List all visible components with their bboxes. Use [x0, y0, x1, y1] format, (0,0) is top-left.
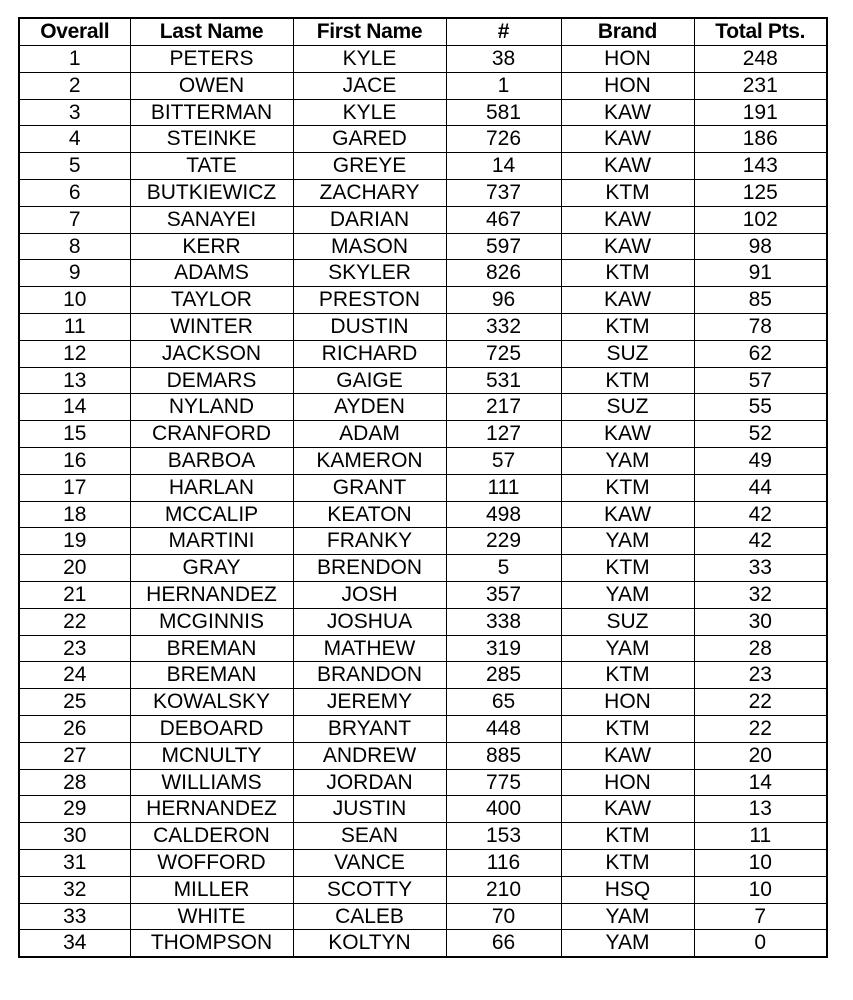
cell-first-name: KOLTYN — [293, 930, 446, 957]
header-brand: Brand — [561, 18, 694, 46]
cell-total-points: 42 — [694, 528, 827, 555]
cell-first-name: JEREMY — [293, 689, 446, 716]
cell-brand: KAW — [561, 421, 694, 448]
cell-last-name: DEBOARD — [130, 715, 293, 742]
table-row — [19, 528, 827, 555]
cell-number: 66 — [446, 930, 561, 957]
cell-total-points: 30 — [694, 608, 827, 635]
table-row — [19, 206, 827, 233]
table-header — [19, 18, 827, 46]
cell-overall: 19 — [19, 528, 130, 555]
cell-last-name: HERNANDEZ — [130, 796, 293, 823]
cell-number: 70 — [446, 903, 561, 930]
cell-number: 96 — [446, 287, 561, 314]
table-row — [19, 99, 827, 126]
cell-overall: 21 — [19, 581, 130, 608]
cell-first-name: DARIAN — [293, 206, 446, 233]
cell-first-name: ANDREW — [293, 742, 446, 769]
cell-total-points: 0 — [694, 930, 827, 957]
cell-overall: 8 — [19, 233, 130, 260]
cell-overall: 28 — [19, 769, 130, 796]
cell-number: 38 — [446, 46, 561, 73]
cell-first-name: ADAM — [293, 421, 446, 448]
cell-first-name: GARED — [293, 126, 446, 153]
cell-overall: 4 — [19, 126, 130, 153]
cell-total-points: 191 — [694, 99, 827, 126]
cell-brand: YAM — [561, 581, 694, 608]
cell-total-points: 7 — [694, 903, 827, 930]
cell-first-name: JACE — [293, 72, 446, 99]
table-row — [19, 287, 827, 314]
cell-last-name: SANAYEI — [130, 206, 293, 233]
cell-last-name: THOMPSON — [130, 930, 293, 957]
cell-total-points: 57 — [694, 367, 827, 394]
cell-overall: 9 — [19, 260, 130, 287]
table-row — [19, 930, 827, 957]
cell-number: 285 — [446, 662, 561, 689]
cell-first-name: GAIGE — [293, 367, 446, 394]
cell-last-name: BUTKIEWICZ — [130, 179, 293, 206]
cell-first-name: JUSTIN — [293, 796, 446, 823]
cell-last-name: STEINKE — [130, 126, 293, 153]
cell-brand: HSQ — [561, 876, 694, 903]
cell-first-name: AYDEN — [293, 394, 446, 421]
cell-last-name: HERNANDEZ — [130, 581, 293, 608]
cell-brand: KAW — [561, 742, 694, 769]
cell-total-points: 32 — [694, 581, 827, 608]
cell-total-points: 143 — [694, 153, 827, 180]
table-row — [19, 849, 827, 876]
cell-brand: HON — [561, 72, 694, 99]
standings-table-container — [18, 17, 828, 958]
cell-number: 111 — [446, 474, 561, 501]
cell-last-name: BREMAN — [130, 662, 293, 689]
cell-number: 57 — [446, 447, 561, 474]
table-row — [19, 635, 827, 662]
cell-total-points: 22 — [694, 689, 827, 716]
table-row — [19, 501, 827, 528]
cell-number: 332 — [446, 313, 561, 340]
cell-number: 498 — [446, 501, 561, 528]
cell-number: 116 — [446, 849, 561, 876]
cell-number: 357 — [446, 581, 561, 608]
cell-last-name: MILLER — [130, 876, 293, 903]
cell-last-name: DEMARS — [130, 367, 293, 394]
cell-brand: KAW — [561, 233, 694, 260]
cell-brand: YAM — [561, 528, 694, 555]
cell-number: 5 — [446, 555, 561, 582]
cell-overall: 17 — [19, 474, 130, 501]
table-row — [19, 823, 827, 850]
cell-last-name: KERR — [130, 233, 293, 260]
cell-first-name: KYLE — [293, 46, 446, 73]
header-total-points: Total Pts. — [694, 18, 827, 46]
cell-first-name: KYLE — [293, 99, 446, 126]
cell-brand: SUZ — [561, 608, 694, 635]
table-row — [19, 581, 827, 608]
cell-total-points: 22 — [694, 715, 827, 742]
table-row — [19, 233, 827, 260]
cell-number: 210 — [446, 876, 561, 903]
cell-overall: 6 — [19, 179, 130, 206]
cell-last-name: BARBOA — [130, 447, 293, 474]
cell-last-name: WOFFORD — [130, 849, 293, 876]
table-row — [19, 126, 827, 153]
cell-brand: KAW — [561, 206, 694, 233]
table-row — [19, 662, 827, 689]
cell-total-points: 14 — [694, 769, 827, 796]
cell-last-name: WINTER — [130, 313, 293, 340]
cell-first-name: KEATON — [293, 501, 446, 528]
table-row — [19, 608, 827, 635]
cell-brand: SUZ — [561, 340, 694, 367]
cell-brand: HON — [561, 769, 694, 796]
cell-overall: 3 — [19, 99, 130, 126]
cell-overall: 5 — [19, 153, 130, 180]
cell-brand: YAM — [561, 635, 694, 662]
cell-total-points: 23 — [694, 662, 827, 689]
cell-brand: HON — [561, 689, 694, 716]
table-row — [19, 313, 827, 340]
table-row — [19, 474, 827, 501]
cell-number: 1 — [446, 72, 561, 99]
cell-first-name: PRESTON — [293, 287, 446, 314]
cell-overall: 27 — [19, 742, 130, 769]
cell-overall: 1 — [19, 46, 130, 73]
cell-last-name: ADAMS — [130, 260, 293, 287]
cell-first-name: GRANT — [293, 474, 446, 501]
table-row — [19, 340, 827, 367]
cell-last-name: MCNULTY — [130, 742, 293, 769]
cell-overall: 23 — [19, 635, 130, 662]
cell-number: 826 — [446, 260, 561, 287]
cell-overall: 24 — [19, 662, 130, 689]
cell-number: 153 — [446, 823, 561, 850]
cell-total-points: 52 — [694, 421, 827, 448]
cell-total-points: 55 — [694, 394, 827, 421]
cell-last-name: PETERS — [130, 46, 293, 73]
cell-first-name: JOSH — [293, 581, 446, 608]
cell-brand: KTM — [561, 849, 694, 876]
table-row — [19, 555, 827, 582]
header-number: # — [446, 18, 561, 46]
cell-total-points: 42 — [694, 501, 827, 528]
cell-overall: 18 — [19, 501, 130, 528]
cell-total-points: 91 — [694, 260, 827, 287]
table-row — [19, 421, 827, 448]
cell-brand: YAM — [561, 903, 694, 930]
cell-first-name: BRANDON — [293, 662, 446, 689]
cell-overall: 30 — [19, 823, 130, 850]
cell-total-points: 248 — [694, 46, 827, 73]
cell-number: 14 — [446, 153, 561, 180]
cell-brand: KTM — [561, 367, 694, 394]
cell-brand: KTM — [561, 555, 694, 582]
cell-total-points: 10 — [694, 876, 827, 903]
cell-overall: 10 — [19, 287, 130, 314]
cell-last-name: MARTINI — [130, 528, 293, 555]
table-row — [19, 72, 827, 99]
cell-number: 726 — [446, 126, 561, 153]
cell-first-name: DUSTIN — [293, 313, 446, 340]
cell-number: 467 — [446, 206, 561, 233]
cell-overall: 20 — [19, 555, 130, 582]
cell-last-name: CRANFORD — [130, 421, 293, 448]
cell-overall: 25 — [19, 689, 130, 716]
cell-brand: HON — [561, 46, 694, 73]
cell-brand: KAW — [561, 796, 694, 823]
cell-last-name: KOWALSKY — [130, 689, 293, 716]
cell-brand: KAW — [561, 99, 694, 126]
cell-first-name: RICHARD — [293, 340, 446, 367]
cell-overall: 33 — [19, 903, 130, 930]
cell-overall: 12 — [19, 340, 130, 367]
cell-last-name: GRAY — [130, 555, 293, 582]
cell-number: 725 — [446, 340, 561, 367]
cell-last-name: TATE — [130, 153, 293, 180]
table-row — [19, 394, 827, 421]
cell-number: 597 — [446, 233, 561, 260]
cell-brand: SUZ — [561, 394, 694, 421]
cell-first-name: GREYE — [293, 153, 446, 180]
cell-total-points: 49 — [694, 447, 827, 474]
table-row — [19, 260, 827, 287]
cell-last-name: BREMAN — [130, 635, 293, 662]
cell-first-name: JOSHUA — [293, 608, 446, 635]
cell-overall: 16 — [19, 447, 130, 474]
cell-overall: 31 — [19, 849, 130, 876]
cell-last-name: MCCALIP — [130, 501, 293, 528]
cell-overall: 14 — [19, 394, 130, 421]
cell-total-points: 231 — [694, 72, 827, 99]
cell-last-name: JACKSON — [130, 340, 293, 367]
cell-overall: 34 — [19, 930, 130, 957]
cell-last-name: OWEN — [130, 72, 293, 99]
cell-brand: KTM — [561, 474, 694, 501]
cell-last-name: MCGINNIS — [130, 608, 293, 635]
cell-first-name: ZACHARY — [293, 179, 446, 206]
cell-first-name: KAMERON — [293, 447, 446, 474]
cell-brand: KAW — [561, 153, 694, 180]
cell-brand: KTM — [561, 313, 694, 340]
cell-number: 775 — [446, 769, 561, 796]
cell-last-name: BITTERMAN — [130, 99, 293, 126]
cell-overall: 7 — [19, 206, 130, 233]
cell-total-points: 44 — [694, 474, 827, 501]
cell-first-name: VANCE — [293, 849, 446, 876]
cell-number: 229 — [446, 528, 561, 555]
cell-number: 737 — [446, 179, 561, 206]
cell-number: 531 — [446, 367, 561, 394]
table-body — [19, 46, 827, 958]
cell-total-points: 98 — [694, 233, 827, 260]
header-row — [19, 18, 827, 46]
cell-overall: 11 — [19, 313, 130, 340]
header-last-name: Last Name — [130, 18, 293, 46]
cell-brand: KTM — [561, 260, 694, 287]
standings-table — [18, 17, 828, 958]
cell-first-name: SCOTTY — [293, 876, 446, 903]
cell-brand: KTM — [561, 662, 694, 689]
header-overall: Overall — [19, 18, 130, 46]
cell-total-points: 125 — [694, 179, 827, 206]
cell-last-name: HARLAN — [130, 474, 293, 501]
cell-number: 319 — [446, 635, 561, 662]
cell-number: 217 — [446, 394, 561, 421]
cell-brand: KAW — [561, 501, 694, 528]
table-row — [19, 796, 827, 823]
cell-first-name: CALEB — [293, 903, 446, 930]
table-row — [19, 179, 827, 206]
cell-first-name: FRANKY — [293, 528, 446, 555]
cell-number: 338 — [446, 608, 561, 635]
cell-brand: YAM — [561, 930, 694, 957]
cell-number: 127 — [446, 421, 561, 448]
cell-overall: 26 — [19, 715, 130, 742]
cell-number: 448 — [446, 715, 561, 742]
cell-overall: 2 — [19, 72, 130, 99]
table-row — [19, 689, 827, 716]
cell-total-points: 28 — [694, 635, 827, 662]
cell-last-name: TAYLOR — [130, 287, 293, 314]
table-row — [19, 46, 827, 73]
cell-total-points: 85 — [694, 287, 827, 314]
cell-overall: 22 — [19, 608, 130, 635]
cell-first-name: BRYANT — [293, 715, 446, 742]
cell-number: 400 — [446, 796, 561, 823]
cell-brand: KTM — [561, 179, 694, 206]
cell-total-points: 11 — [694, 823, 827, 850]
cell-first-name: SKYLER — [293, 260, 446, 287]
cell-total-points: 102 — [694, 206, 827, 233]
cell-brand: KAW — [561, 287, 694, 314]
cell-last-name: CALDERON — [130, 823, 293, 850]
cell-overall: 15 — [19, 421, 130, 448]
cell-number: 581 — [446, 99, 561, 126]
table-row — [19, 447, 827, 474]
cell-last-name: WILLIAMS — [130, 769, 293, 796]
cell-overall: 32 — [19, 876, 130, 903]
cell-brand: KTM — [561, 715, 694, 742]
cell-total-points: 33 — [694, 555, 827, 582]
cell-total-points: 62 — [694, 340, 827, 367]
cell-total-points: 186 — [694, 126, 827, 153]
table-row — [19, 769, 827, 796]
cell-overall: 29 — [19, 796, 130, 823]
table-row — [19, 367, 827, 394]
cell-number: 885 — [446, 742, 561, 769]
cell-brand: KTM — [561, 823, 694, 850]
cell-brand: YAM — [561, 447, 694, 474]
table-row — [19, 742, 827, 769]
cell-first-name: MASON — [293, 233, 446, 260]
cell-last-name: NYLAND — [130, 394, 293, 421]
cell-total-points: 20 — [694, 742, 827, 769]
header-first-name: First Name — [293, 18, 446, 46]
cell-brand: KAW — [561, 126, 694, 153]
cell-first-name: SEAN — [293, 823, 446, 850]
table-row — [19, 903, 827, 930]
cell-total-points: 10 — [694, 849, 827, 876]
cell-overall: 13 — [19, 367, 130, 394]
cell-last-name: WHITE — [130, 903, 293, 930]
cell-first-name: BRENDON — [293, 555, 446, 582]
table-row — [19, 876, 827, 903]
cell-total-points: 78 — [694, 313, 827, 340]
cell-total-points: 13 — [694, 796, 827, 823]
cell-number: 65 — [446, 689, 561, 716]
cell-first-name: MATHEW — [293, 635, 446, 662]
table-row — [19, 715, 827, 742]
table-row — [19, 153, 827, 180]
cell-first-name: JORDAN — [293, 769, 446, 796]
